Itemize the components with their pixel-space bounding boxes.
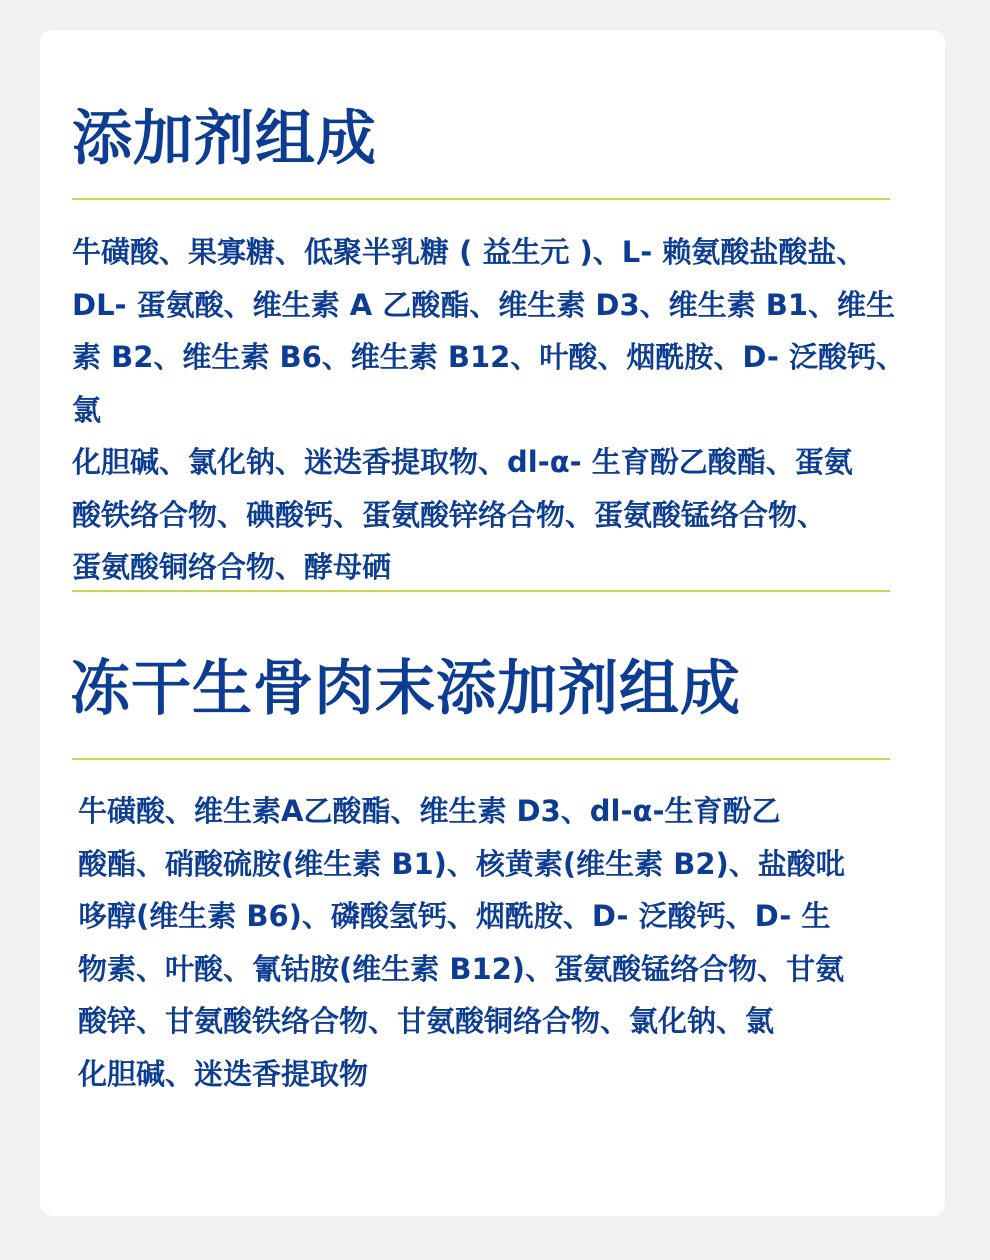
freeze-dried-additive-list-text: 牛磺酸、维生素A乙酸酯、维生素 D3、dl-α-生育酚乙 酸酯、硝酸硫胺(维生素 B1)、核黄素(维生素 B2)、盐酸吡 哆醇(维生素 B6)、磷酸氢钙、烟酰胺、D- 泛酸钙、D- 生 物素、叶酸、氰钴胺(维生素 B12)、蛋氨酸锰络合物、甘氨 酸锌、甘氨酸铁络合物、甘氨酸铜络合物、氯化钠、氯 化胆碱、迷迭香提取物 bbox=[78, 794, 845, 1091]
additive-list-text: 牛磺酸、果寡糖、低聚半乳糖 ( 益生元 )、L- 赖氨酸盐酸盐、 DL- 蛋氨酸、维生素 A 乙酸酯、维生素 D3、维生素 B1、维生 素 B2、维生素 B6、维生素 B12、叶酸、烟酰胺、D- 泛酸钙、氯 化胆碱、氯化钠、迷迭香提取物、dl-α- 生育酚乙酸酯、蛋氨 酸铁络合物、碘酸钙、蛋氨酸锌络合物、蛋氨酸锰络合物、 蛋氨酸铜络合物、酵母硒 bbox=[72, 235, 906, 584]
divider-lower bbox=[72, 758, 890, 760]
section-title-freeze-dried-additives: 冻干生骨肉末添加剂组成 bbox=[70, 654, 741, 724]
divider-middle bbox=[72, 590, 890, 592]
divider-top bbox=[72, 198, 890, 200]
section-title-additives: 添加剂组成 bbox=[72, 104, 377, 174]
